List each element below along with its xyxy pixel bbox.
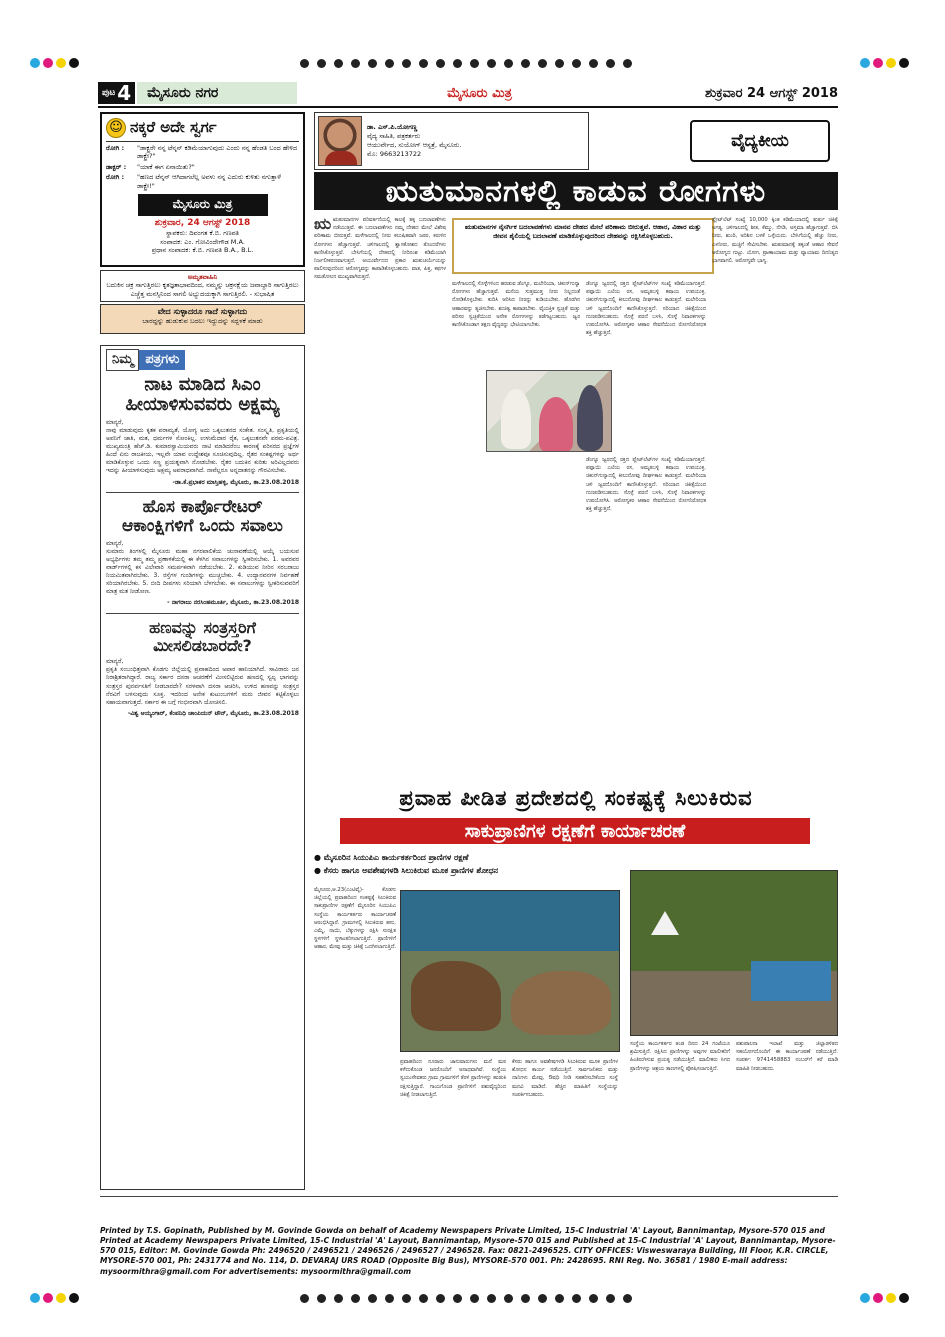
registration-dot [521, 59, 530, 68]
nakkare-title-row [106, 118, 299, 142]
story-column-2 [400, 1058, 506, 1190]
nakkare-title: ನಕ್ಕರೆ ಅದೇ ಸ್ವರ್ಗ [130, 118, 217, 137]
story-bullets [314, 852, 614, 878]
registration-dot [385, 59, 394, 68]
amrutavahini-box [100, 270, 305, 302]
story-bullet: ● ಕೆಸರು ಹಾಗೂ ಅವಶೇಷಗಳಡಿ ಸಿಲುಕಿರುವ ಮೂಕ ಪ್ರಾಣಿಗಳ ಶೋಧನ [314, 865, 614, 878]
joke-line [106, 163, 299, 171]
article-column-3b [586, 456, 706, 776]
photo-figure [539, 397, 573, 452]
header-date: ಶುಕ್ರವಾರ 24 ಆಗಸ್ಟ್ 2018 [705, 85, 838, 101]
joke-line [106, 173, 299, 190]
registration-dot [860, 58, 870, 68]
registration-dot [69, 58, 79, 68]
registration-dot [453, 1294, 462, 1303]
letter-title: ಹೊಸ ಕಾರ್ಪೊರೇಟರ್ ಆಕಾಂಕ್ಷಿಗಳಿಗೆ ಒಂದು ಸವಾಲು [122, 496, 283, 537]
registration-dot [317, 1294, 326, 1303]
author-photo [318, 116, 362, 166]
header-rule [98, 106, 838, 108]
registration-dot [572, 59, 581, 68]
story-text: ಕೆಸರು ಹಾಗೂ ಅವಶೇಷಗಳಡಿ ಸಿಲುಕಿರುವ ಮೂಕ ಪ್ರಾಣಿಗಳ ಶೋಧನ ಕಾರ್ಯ ನಡೆಯುತ್ತಿದೆ. ಸಾರ್ವಜನಿಕರು ಮತ್ತು ದಾನಿಗಳು ಮೇವು, ಔಷಧಿ ನೀಡಿ ಸಹಕರಿಸಬೇಕೆಂದು ಸಂಸ್ಥೆ ಮನವಿ ಮಾಡಿದೆ. ಹೆಚ್ಚಿನ ಮಾಹಿತಿಗೆ ಸಂಸ್ಥೆಯನ್ನು ಸಂಪರ್ಕಿಸಬಹುದು. [512, 1059, 618, 1098]
registration-dot [368, 1294, 377, 1303]
cow-shape [411, 961, 501, 1031]
founder-line: ಸ್ಥಾಪಕರು: ದಿವಂಗತ ಕೆ.ಬಿ. ಗಣಪತಿ [165, 229, 240, 238]
registration-dot [521, 1294, 530, 1303]
letter-title: ನಾಟ ಮಾಡಿದ ಸಿಎಂ ಹೀಯಾಳಿಸುವವರು ಅಕ್ಷಮ್ಯ [125, 373, 280, 416]
registration-dot [402, 59, 411, 68]
registration-dot [317, 59, 326, 68]
author-name: ಡಾ. ಎಸ್.ಪಿ.ಯೋಗಣ್ಣ [367, 123, 418, 132]
registration-dot [538, 59, 547, 68]
masthead: ಮೈಸೂರು ಮಿತ್ರ [447, 85, 512, 101]
letter-title: ಹಣವನ್ನು ಸಂತ್ರಸ್ತರಿಗೆ ಮೀಸಲಿಡಬಾರದೇ? [149, 617, 256, 655]
registration-dot [436, 1294, 445, 1303]
story-column-5 [736, 1040, 838, 1190]
amrutavahini-text: ಬದುಕಿನ ಚಕ್ರ ಸಾಗುತ್ತಿರಲು ಕೃತಜ್ಞತಾಭಾವದಿಂದ, ನಮ್ಮನ್ನು ಚಕ್ರನಕ್ಷೆಯ ಜವಾಬ್ದಾರಿ ಸಾಗುತ್ತಿರಲು ಎಚ್ಚೆತ್ತ ಮನಸ್ಸಿನಿಂದ ಸಾಗಲಿ ಅಭ್ಯುದಯಕ್ಕಾಗಿ ಸಾಗುತ್ತಿರಲಿ. - ಸುಭಾಷಿತ [106, 281, 299, 298]
registration-dot [555, 1294, 564, 1303]
registration-dot [56, 1293, 66, 1303]
letters-column [100, 345, 305, 1190]
letter-signature: - ನಾಗರಾಜು ನರಸಿಂಹಮೂರ್ತಿ, ಮೈಸೂರು, ತಾ.23.08.2018 [167, 599, 299, 607]
registration-dot [334, 59, 343, 68]
story-column-3 [512, 1058, 618, 1190]
registration-dot [43, 58, 53, 68]
registration-dot [351, 1294, 360, 1303]
truck [751, 961, 831, 1001]
section-title: ಮೈಸೂರು ನಗರ [137, 82, 297, 104]
proverb-text: ಬಾರದ್ದನ್ನು ಹುಡುಕುವ ಬದಲು ಇದ್ದುದನ್ನು ಸದ್ಬಳಕೆ ಮಾಡು [142, 317, 263, 325]
truck-body [401, 891, 620, 951]
clinic-photo [486, 370, 612, 452]
registration-dot [419, 59, 428, 68]
page-number-box [98, 82, 135, 104]
registration-dot [300, 59, 309, 68]
category-label: ವೈದ್ಯಕೀಯ [690, 120, 830, 162]
registration-dot [899, 58, 909, 68]
page-header [98, 82, 838, 104]
story-text: ಪ್ರವಾಹದಿಂದ ನೂರಾರು ಜಾನುವಾರುಗಳು ಮನೆ ಮಠ ಕಳೆದುಕೊಂಡ ಜನರೊಂದಿಗೆ ಅನಾಥವಾಗಿವೆ. ಸಂಸ್ಥೆಯ ಸ್ವಯಂಸೇವಕರು ಗ್ರಾಮ ಗ್ರಾಮಗಳಿಗೆ ತೆರಳಿ ಪ್ರಾಣಿಗಳನ್ನು ಹುಡುಕಿ ರಕ್ಷಿಸುತ್ತಿದ್ದಾರೆ. ಗಾಯಗೊಂಡ ಪ್ರಾಣಿಗಳಿಗೆ ಪಶುವೈದ್ಯರಿಂದ ಚಿಕಿತ್ಸೆ ನೀಡಲಾಗುತ್ತಿದೆ. [400, 1059, 506, 1098]
registration-dot [69, 1293, 79, 1303]
letters-badge-a: ನಿಮ್ಮ [106, 349, 139, 371]
author-line: ಆಯುರ್ವೇದ, ಸುಯೋಗ್ ಆಸ್ಪತ್ರೆ, ಮೈಸೂರು. [367, 141, 462, 149]
registration-dot [589, 1294, 598, 1303]
joke-speaker: ಡಾಕ್ಟರ್ : [106, 162, 127, 171]
article-text: ಫ್ಲೇಟ್‌ಲೆಟ್ ಸಂಖ್ಯೆ 10,000 ಕ್ಕಿಂತ ಕಡಿಮೆಯಾದಲ್ಲಿ ತುರ್ತು ಚಿಕಿತ್ಸೆ ಅಗತ್ಯ. ಚಳಿಗಾಲದಲ್ಲಿ ಶೀತ, ಕೆಮ್ಮು, ನೆಗಡಿ, ಅಸ್ತಮಾ ಹೆಚ್ಚಾಗುತ್ತವೆ. ಬಿಸಿ ನೀರು, ಶುಂಠಿ, ಅರಿಶಿನ ಬಳಕೆ ಒಳ್ಳೆಯದು. ಬೇಸಿಗೆಯಲ್ಲಿ ಹೆಚ್ಚು ನೀರು, ಎಳನೀರು, ಮಜ್ಜಿಗೆ ಸೇವಿಸಬೇಕು. ಋತುಮಾನಕ್ಕೆ ತಕ್ಕಂತೆ ಆಹಾರ ಸೇವನೆ ಆರೋಗ್ಯದ ಗುಟ್ಟು. ಯೋಗ, ಪ್ರಾಣಾಯಾಮ ಮತ್ತು ವ್ಯಾಯಾಮ ದಿನನಿತ್ಯದ ಭಾಗವಾಗಲಿ. ಆರೋಗ್ಯವೇ ಭಾಗ್ಯ. [712, 217, 838, 265]
registration-dot [351, 59, 360, 68]
registration-dot [860, 1293, 870, 1303]
proverb-box [100, 304, 305, 334]
story-column-1 [314, 886, 396, 1191]
author-phone: ಮೊ: 9663213722 [367, 149, 422, 158]
registration-dot [419, 1294, 428, 1303]
smiley-icon: ☺ [106, 118, 126, 138]
registration-dot [30, 58, 40, 68]
article-column-1 [314, 216, 446, 776]
page-label: ಪುಟ [102, 88, 116, 98]
registration-dot [555, 59, 564, 68]
registration-dot [623, 1294, 632, 1303]
page-number: 4 [117, 81, 132, 105]
registration-dot [504, 59, 513, 68]
registration-dot [43, 1293, 53, 1303]
letter-salutation: ಮಾನ್ಯರೆ, [106, 658, 124, 666]
registration-dot [300, 1294, 309, 1303]
registration-dot [623, 59, 632, 68]
letter-salutation: ಮಾನ್ಯರೆ, [106, 418, 124, 426]
registration-dot [606, 1294, 615, 1303]
cow-shape [511, 971, 611, 1035]
rescue-road-photo [630, 870, 838, 1036]
registration-dot [873, 1293, 883, 1303]
article-title: ಋತುಮಾನಗಳಲ್ಲಿ ಕಾಡುವ ರೋಗಗಳು [314, 172, 838, 210]
paper-name-badge: ಮೈಸೂರು ಮಿತ್ರ [138, 194, 268, 216]
registration-dot [334, 1294, 343, 1303]
registration-dot [538, 1294, 547, 1303]
amrutavahini-title: ಅಮೃತವಾಹಿನಿ [187, 273, 218, 281]
chief-editor-line: ಪ್ರಧಾನ ಸಂಪಾದಕ: ಕೆ.ಬಿ. ಗಣಪತಿ B.A., B.L. [151, 246, 254, 255]
photo-figure [501, 389, 531, 449]
proverb-title: ವೇದ ಸುಳ್ಳಾದರೂ ಗಾದೆ ಸುಳ್ಳಾಗದು [157, 307, 248, 316]
divider [106, 613, 299, 614]
registration-dot [873, 58, 883, 68]
registration-dot [572, 1294, 581, 1303]
paper-date: ಶುಕ್ರವಾರ, 24 ಆಗಸ್ಟ್ 2018 [154, 217, 251, 228]
divider [100, 1196, 838, 1197]
article-text: ಋತುಮಾನಗಳ ಪರಿವರ್ತನೆಯಲ್ಲಿ ಕಾಲಕ್ಕೆ ತಕ್ಕ ಬದಲಾವಣೆಗಳು ನಡೆಯುತ್ತವೆ. ಈ ಬದಲಾವಣೆಗಳು ನಮ್ಮ ದೇಹದ ಮೇಲೆ ವಿಶೇಷ ಪರಿಣಾಮ ಬೀರುತ್ತವೆ. ಮಳೆಗಾಲದಲ್ಲಿ ನೀರು ಕಲುಷಿತವಾಗಿ ಜಠರ, ಕರುಳಿನ ರೋಗಗಳು ಹೆಚ್ಚಾಗುತ್ತವೆ. ಚಳಿಗಾಲದಲ್ಲಿ ಶ್ವಾಸಕೋಶದ ತೊಂದರೆಗಳು ಕಾಣಿಸಿಕೊಳ್ಳುತ್ತವೆ. ಬೇಸಿಗೆಯಲ್ಲಿ ದೇಹದಲ್ಲಿ ನೀರಿನಂಶ ಕಡಿಮೆಯಾಗಿ ನಿರ್ಜಲೀಕರಣವಾಗುತ್ತದೆ. ಆಯುರ್ವೇದದ ಪ್ರಕಾರ ಋತುಚರ್ಯೆಯನ್ನು ಪಾಲಿಸುವುದರಿಂದ ಆರೋಗ್ಯವನ್ನು ಕಾಪಾಡಿಕೊಳ್ಳಬಹುದು. ವಾತ, ಪಿತ್ತ, ಕಫಗಳ ಸಮತೋಲನ ಮುಖ್ಯವಾಗಿರುತ್ತದೆ. [314, 217, 446, 281]
story-subhead: ಸಾಕುಪ್ರಾಣಿಗಳ ರಕ್ಷಣೆಗೆ ಕಾರ್ಯಾಚರಣೆ [340, 818, 810, 844]
joke-speaker: ರೋಗಿ : [106, 173, 125, 182]
registration-dot [886, 58, 896, 68]
article-column-3a [586, 280, 706, 368]
registration-marks-top [0, 58, 945, 70]
story-column-4 [630, 1040, 730, 1190]
registration-dot [385, 1294, 394, 1303]
author-box [314, 112, 589, 170]
letters-badge [106, 349, 299, 371]
registration-dot [899, 1293, 909, 1303]
letter-salutation: ಮಾನ್ಯರೆ, [106, 539, 124, 547]
author-line: ವೈದ್ಯ ಸಾಹಿತಿ, ಪತ್ರಕರ್ತರು [367, 132, 421, 141]
letter-body: ನಾವು ಮಾಡುವುದು ಕೃತಕ ಪರಾಮ್ಯತೆ, ಯೋಗ್ಯ ಅದು ಒಕ್ಕಲುತನದ ಸಂಕೇತ. ಸಂಸ್ಕೃತಿ, ಪ್ರಕೃತಿಯಲ್ಲಿ ಅವನಿಗೆ ಜಾತಿ, ಮತ, ಧರ್ಮಗಳ ಸೋಂಕಿಲ್ಲ. ಉಳುಮೆದಾರ ರೈತ, ಒಕ್ಕಲುತನವೇ ಪರಮ-ಪವಿತ್ರ. ಮುಖ್ಯಮಂತ್ರಿ ಹೆಚ್.ಡಿ. ಕುಮಾರಸ್ವಾಮಿಯವರು ನಾಟಿ ಮಾಡಿದರೆಂಬ ಕಾರಣಕ್ಕೆ ಪರಿಸರದ ಪ್ರಜ್ಞೆಗಳ ಹಿಂದೆ ಏನು ರಾಜಕೀಯ, ಇಲ್ಲವೇ ಯಾವ ಉದ್ದೇಶವೂ ಸೂಚಿಸುವುದಿಲ್ಲ. ರೈತರ ಸಂಕಷ್ಟಗಳನ್ನು ಅರ್ಥ ಮಾಡಿಕೊಳ್ಳುವ ಒಂದು ಸಣ್ಣ ಪ್ರಯತ್ನವಾಗಿ ನೋಡಬೇಕು. ರೈತರ ಬದುಕಿನ ಕುರಿತು ಅರಿವಿಲ್ಲದವರು ಇದನ್ನು ಹೀಯಾಳಿಸುವುದು ಅಕ್ಷಮ್ಯ ಅಪರಾಧವಾಗಿದೆ. ನಾವೆಲ್ಲರೂ ಅನ್ನದಾತನನ್ನು ಗೌರವಿಸಬೇಕು. [106, 427, 299, 475]
nakkare-box [100, 112, 305, 267]
registration-dot [606, 59, 615, 68]
article-text: ಡೆಂಗ್ಯೂ ಜ್ವರದಲ್ಲಿ ರಕ್ತದ ಪ್ಲೇಟ್‌ಲೆಟ್‌ಗಳ ಸಂಖ್ಯೆ ಕಡಿಮೆಯಾಗುತ್ತದೆ. ಪಪ್ಪಾಯಿ ಎಲೆಯ ರಸ, ಅಮೃತಬಳ್ಳಿ ಕಷಾಯ ಉಪಯುಕ್ತ. ಚಿಕುನ್‌ಗುನ್ಯಾದಲ್ಲಿ ಕೀಲುನೋವು ದೀರ್ಘಕಾಲ ಕಾಡುತ್ತದೆ. ಮಲೇರಿಯಾ ಚಳಿ ಜ್ವರದೊಂದಿಗೆ ಕಾಣಿಸಿಕೊಳ್ಳುತ್ತದೆ. ಸರಿಯಾದ ಚಿಕಿತ್ಸೆಯಿಂದ ಗುಣಪಡಿಸಬಹುದು. ಸೊಳ್ಳೆ ಪರದೆ ಬಳಸಿ, ಸೊಳ್ಳೆ ನಿವಾರಕಗಳನ್ನು ಉಪಯೋಗಿಸಿ. ಆರೋಗ್ಯಕರ ಆಹಾರ ಸೇವನೆಯಿಂದ ರೋಗನಿರೋಧಕ ಶಕ್ತಿ ಹೆಚ್ಚುತ್ತದೆ. [586, 457, 706, 513]
divider [106, 492, 299, 493]
registration-dot [487, 59, 496, 68]
joke-speaker: ರೋಗಿ : [106, 144, 125, 152]
editor-line: ಸಂಪಾದಕ: ಎಂ. ಗೋವಿಂದೇಗೌಡ M.A. [160, 237, 245, 246]
registration-dot [487, 1294, 496, 1303]
joke-text: "ಹಣದ ಟೆನ್ಶನ್ ಆಗಿದಾಗಲೆಲ್ಲ ಅವಳು ನನ್ನ ಎದುರು ಕುಳಿತು ನಗುತ್ತಾಳೆ ಡಾಕ್ಟ್ರೇ!" [137, 173, 281, 190]
story-headline: ಪ್ರವಾಹ ಪೀಡಿತ ಪ್ರದೇಶದಲ್ಲಿ ಸಂಕಷ್ಟಕ್ಕೆ ಸಿಲುಕಿರುವ [399, 785, 753, 810]
letter-signature: -ಡಾ.ಕೆ.ಪ್ರಭಾಕರ ಮಾಸ್ತಿಹಳ್ಳಿ, ಮೈಸೂರು, ತಾ.23.08.2018 [172, 478, 299, 486]
road-sign [651, 911, 679, 935]
story-text: ಸಂಸ್ಥೆಯ ಕಾರ್ಯಕರ್ತರ ತಂಡ ದಿನದ 24 ಗಂಟೆಯೂ ಶ್ರಮಿಸುತ್ತಿದೆ. ರಕ್ಷಿಸಿದ ಪ್ರಾಣಿಗಳನ್ನು ಅವುಗಳ ಮಾಲೀಕರಿಗೆ ಹಿಂತಿರುಗಿಸುವ ಪ್ರಯತ್ನ ನಡೆಯುತ್ತಿದೆ. ಮಾಲೀಕರು ಸಿಗದ ಪ್ರಾಣಿಗಳನ್ನು ಆಶ್ರಯ ತಾಣಗಳಲ್ಲಿ ಪೋಷಿಸಲಾಗುತ್ತಿದೆ. [630, 1041, 730, 1072]
registration-dot [453, 59, 462, 68]
letters-badge-b: ಪತ್ರಗಳು [139, 350, 185, 370]
registration-dot [56, 58, 66, 68]
registration-dot [368, 59, 377, 68]
imprint-footer: Printed by T.S. Gopinath, Published by M. Govinde Gowda on behalf of Academy Newspapers Private Limited, 15-C Industrial 'A' Layout, Bannimantap, Mysore-570 015 and Printed at Academy Newspapers Private Limited, 15-C Industrial 'A' Layout, Bannimantap, Mysore-570 015 and Published at 15-C Industrial 'A' Layout, Bannimantap, Mysore-570 015, Editor: M. Govinde Gowda Ph: 2496520 / 2496521 / 2496526 / 2496527 / 2496528. Fax: 0821-2496525. CITY OFFICES: Visweswaraya Building, III Floor, K.R. CIRCLE, MYSORE-570 001, Ph: 2431774 and No. 114, D. DEVARAJ URS ROAD (Opposite Big Bus), MYSORE-570 001. Ph: 2428695. RNI Reg. No. 36581 / 1980 E-mail address: mysoormithra@gmail.com For advertisements: mysoormithra@gmail.com [100, 1226, 836, 1276]
article-text: ಡೆಂಗ್ಯೂ ಜ್ವರದಲ್ಲಿ ರಕ್ತದ ಪ್ಲೇಟ್‌ಲೆಟ್‌ಗಳ ಸಂಖ್ಯೆ ಕಡಿಮೆಯಾಗುತ್ತದೆ. ಪಪ್ಪಾಯಿ ಎಲೆಯ ರಸ, ಅಮೃತಬಳ್ಳಿ ಕಷಾಯ ಉಪಯುಕ್ತ. ಚಿಕುನ್‌ಗುನ್ಯಾದಲ್ಲಿ ಕೀಲುನೋವು ದೀರ್ಘಕಾಲ ಕಾಡುತ್ತದೆ. ಮಲೇರಿಯಾ ಚಳಿ ಜ್ವರದೊಂದಿಗೆ ಕಾಣಿಸಿಕೊಳ್ಳುತ್ತದೆ. ಸರಿಯಾದ ಚಿಕಿತ್ಸೆಯಿಂದ ಗುಣಪಡಿಸಬಹುದು. ಸೊಳ್ಳೆ ಪರದೆ ಬಳಸಿ, ಸೊಳ್ಳೆ ನಿವಾರಕಗಳನ್ನು ಉಪಯೋಗಿಸಿ. ಆರೋಗ್ಯಕರ ಆಹಾರ ಸೇವನೆಯಿಂದ ರೋಗನಿರೋಧಕ ಶಕ್ತಿ ಹೆಚ್ಚುತ್ತದೆ. [586, 281, 706, 337]
article-text: ಮಳೆಗಾಲದಲ್ಲಿ ಸೊಳ್ಳೆಗಳಿಂದ ಹರಡುವ ಡೆಂಗ್ಯೂ, ಮಲೇರಿಯಾ, ಚಿಕುನ್‌ಗುನ್ಯಾ ರೋಗಗಳು ಹೆಚ್ಚಾಗುತ್ತವೆ. ಮನೆಯ ಸುತ್ತಮುತ್ತ ನೀರು ನಿಲ್ಲದಂತೆ ನೋಡಿಕೊಳ್ಳಬೇಕು. ಕುದಿಸಿ ಆರಿಸಿದ ನೀರನ್ನು ಕುಡಿಯಬೇಕು. ಹೊರಗಿನ ಆಹಾರವನ್ನು ತ್ಯಜಿಸಬೇಕು. ಶುಚಿತ್ವ ಕಾಪಾಡಬೇಕು. ವೈಯಕ್ತಿಕ ಸ್ವಚ್ಛತೆ ಮತ್ತು ಪರಿಸರ ಸ್ವಚ್ಛತೆಯಿಂದ ಅನೇಕ ರೋಗಗಳನ್ನು ತಡೆಗಟ್ಟಬಹುದು. ಜ್ವರ ಕಾಣಿಸಿಕೊಂಡಾಗ ತಕ್ಷಣ ವೈದ್ಯರನ್ನು ಭೇಟಿಯಾಗಬೇಕು. [452, 281, 580, 329]
registration-dot [504, 1294, 513, 1303]
dropcap: ಋ [314, 216, 332, 233]
highlight-box: ಋತುಮಾನಗಳ ನೈಸರ್ಗಿಕ ಬದಲಾವಣೆಗಳು ಮಾನವ ದೇಹದ ಮೇಲೆ ಪರಿಣಾಮ ಬೀರುತ್ತವೆ. ಆಹಾರ, ವಿಹಾರ ಮತ್ತು ಜೀವನ ಶೈಲಿಯಲ್ಲಿ ಬದಲಾವಣೆ ಮಾಡಿಕೊಳ್ಳುವುದರಿಂದ ದೇಹವನ್ನು ರಕ್ಷಿಸಿಕೊಳ್ಳಬಹುದು. [452, 218, 714, 274]
article-column-4 [712, 216, 838, 776]
registration-dot [402, 1294, 411, 1303]
registration-dot [470, 1294, 479, 1303]
letter-body: ಪ್ರಕೃತಿ ಸಂಬಂಧಿತ್ತವಾಗಿ ಕೊಡಗು ಜಿಲ್ಲೆಯಲ್ಲಿ ಪ್ರವಾಹದಿಂದ ಅಪಾರ ಹಾನಿಯಾಗಿದೆ. ಸಾವಿರಾರು ಜನ ನಿರಾಶ್ರಿತರಾಗಿದ್ದಾರೆ. ರಾಜ್ಯ ಸರ್ಕಾರ ದಸರಾ ಆಚರಣೆಗೆ ಮೀಸಲಿಟ್ಟಿರುವ ಹಣದಲ್ಲಿ ಸ್ವಲ್ಪ ಭಾಗವನ್ನು ಸಂತ್ರಸ್ತರ ಪುನರ್ವಸತಿಗೆ ನೀಡಬಾರದೇ? ಸರಳವಾಗಿ ದಸರಾ ಆಚರಿಸಿ, ಉಳಿದ ಹಣವನ್ನು ಸಂತ್ರಸ್ತರ ನೆರವಿಗೆ ಬಳಸುವುದು ಸೂಕ್ತ. ಇದರಿಂದ ಅನೇಕ ಕುಟುಂಬಗಳಿಗೆ ಮರು ಜೀವನ ಕಟ್ಟಿಕೊಳ್ಳಲು ಸಹಾಯವಾಗುತ್ತದೆ. ಸರ್ಕಾರ ಈ ಬಗ್ಗೆ ಗಂಭೀರವಾಗಿ ಯೋಚಿಸಲಿ. [106, 666, 299, 706]
story-bullet: ● ಮೈಸೂರಿನ ಸಿಯುಪಿಎ ಕಾರ್ಯಕರ್ತರಿಂದ ಪ್ರಾಣಿಗಳ ರಕ್ಷಣೆ [314, 852, 614, 865]
joke-text: "ಡಾಕ್ಟ್ರರೇ ನನ್ನ ಟೆನ್ಶನ್ ಕಡಿಮೆಯಾಗುವುದು ಎಂದು ನನ್ನ ಹೆಂಡತಿ ಬಂದ ಹೇಳಿದ ಡಾಕ್ಟ್ರೇ?" [137, 144, 298, 161]
article-column-2 [452, 280, 580, 776]
joke-line [106, 144, 299, 161]
story-text: ಪಶುಪಾಲನಾ ಇಲಾಖೆ ಮತ್ತು ಜಿಲ್ಲಾಡಳಿತದ ಸಹಯೋಗದೊಂದಿಗೆ ಈ ಕಾರ್ಯಾಚರಣೆ ನಡೆಯುತ್ತಿದೆ. ಸಂಪರ್ಕ: 9741458883 ನಂಬರ್‌ಗೆ ಕರೆ ಮಾಡಿ ಮಾಹಿತಿ ನೀಡಬಹುದು. [736, 1041, 838, 1072]
letter-signature: -ವಿಶ್ವ ಆಯ್ಯಂಗಾರ್, ಕೆಂಪನಿಧಿ ಚಾಂಪಿಯನ್ ಟೌನ್, ಮೈಸೂರು, ತಾ.23.08.2018 [127, 709, 299, 717]
letter-body: ಸುಮಾರು ತಿಂಗಳಲ್ಲಿ ಮೈಸೂರು ಮಹಾ ನಗರಪಾಲಿಕೆಯ ಚುನಾವಣೆಯಲ್ಲಿ ಆಯ್ಕೆ ಬಯಸುವ ಅಭ್ಯರ್ಥಿಗಳು ತಮ್ಮ ತಮ್ಮ ಪ್ರಣಾಳಿಕೆಯಲ್ಲಿ ಈ ಕೆಳಗಿನ ಸವಾಲುಗಳನ್ನು ಸ್ವೀಕರಿಸಬೇಕು. 1. ಅವರವರ ವಾರ್ಡ್‌ಗಳಲ್ಲಿ ಕಸ ವಿಲೇವಾರಿ ಸಮರ್ಪಕವಾಗಿ ನಡೆಯಬೇಕು. 2. ಕುಡಿಯುವ ನೀರಿನ ಸರಬರಾಜು ನಿಯಮಿತವಾಗಿರಬೇಕು. 3. ರಸ್ತೆಗಳ ಗುಂಡಿಗಳನ್ನು ಮುಚ್ಚಬೇಕು. 4. ಉದ್ಯಾನವನಗಳ ನಿರ್ವಹಣೆ ಸರಿಯಾಗಿರಬೇಕು. 5. ಬೀದಿ ದೀಪಗಳು ಸರಿಯಾಗಿ ಬೆಳಗಬೇಕು. ಈ ಸವಾಲುಗಳನ್ನು ಸ್ವೀಕರಿಸುವವರಿಗೆ ಮಾತ್ರ ಮತ ನೀಡೋಣ. [106, 547, 299, 596]
registration-marks-bottom [0, 1293, 945, 1305]
registration-dot [886, 1293, 896, 1303]
registration-dot [436, 59, 445, 68]
cattle-truck-photo [400, 890, 620, 1052]
joke-text: "ಯಾಕೆ ಈಗ ಏನಾಯಿತು?" [137, 162, 195, 171]
registration-dot [589, 59, 598, 68]
registration-dot [30, 1293, 40, 1303]
photo-figure [577, 385, 603, 451]
story-text: ಮೈಸೂರು,ಆ.23(ಎಂಟಿವೈ)- ಕೊಡಗು ಜಿಲ್ಲೆಯಲ್ಲಿ ಪ್ರವಾಹದಿಂದ ಸಂಕಷ್ಟಕ್ಕೆ ಸಿಲುಕಿರುವ ಸಾಕುಪ್ರಾಣಿಗಳ ರಕ್ಷಣೆಗೆ ಮೈಸೂರಿನ ಸಿಯುಪಿಎ ಸಂಸ್ಥೆಯ ಕಾರ್ಯಕರ್ತರು ಕಾರ್ಯಾಚರಣೆ ಆರಂಭಿಸಿದ್ದಾರೆ. ಗ್ರಾಮಗಳಲ್ಲಿ ಸಿಲುಕಿರುವ ಹಸು, ಎಮ್ಮೆ, ನಾಯಿ, ಬೆಕ್ಕುಗಳನ್ನು ರಕ್ಷಿಸಿ ಸುರಕ್ಷಿತ ಸ್ಥಳಗಳಿಗೆ ಸ್ಥಳಾಂತರಿಸಲಾಗುತ್ತಿದೆ. ಪ್ರಾಣಿಗಳಿಗೆ ಆಹಾರ, ಮೇವು ಮತ್ತು ಚಿಕಿತ್ಸೆ ಒದಗಿಸಲಾಗುತ್ತಿದೆ. [314, 887, 396, 951]
registration-dot [470, 59, 479, 68]
